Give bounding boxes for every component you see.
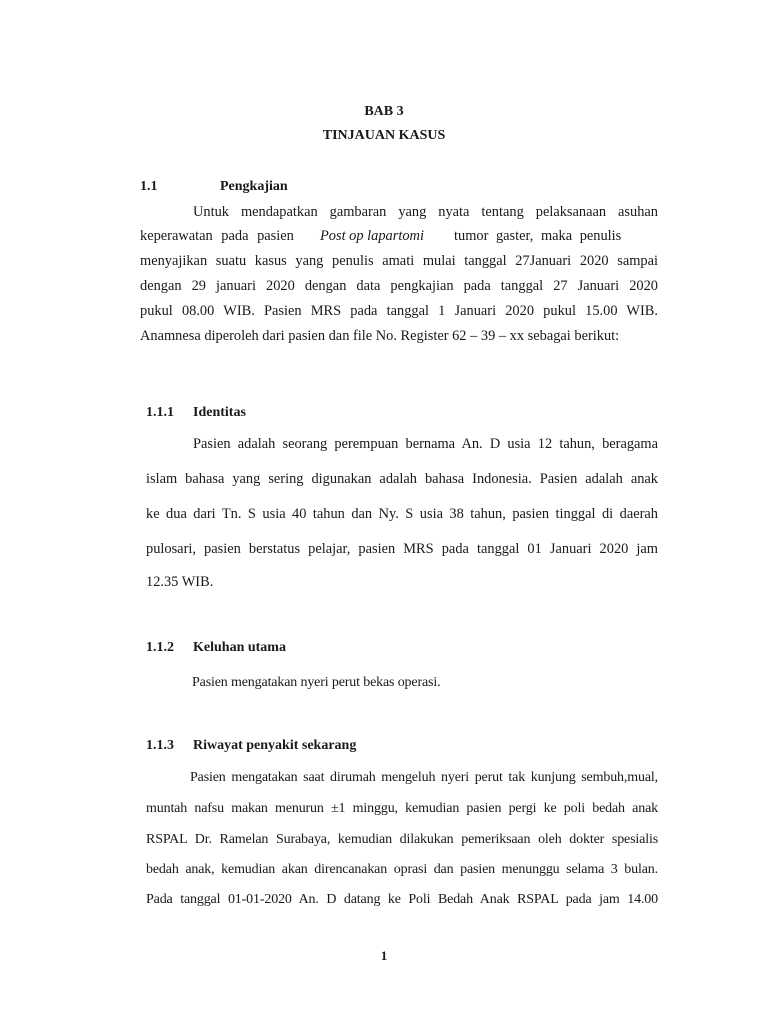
paragraph-line: Untuk mendapatkan gambaran yang nyata tentang pelaksanaan asuhan xyxy=(193,204,658,220)
paragraph-line: tumor gaster, maka penulis xyxy=(454,228,622,244)
paragraph-line: Pada tanggal 01-01-2020 An. D datang ke Poli Bedah Anak RSPAL pada jam 14.00 xyxy=(146,892,658,907)
emphasized-term: Post op lapartomi xyxy=(320,228,424,244)
paragraph-line: Anamnesa diperoleh dari pasien dan file No. Register 62 – 39 – xx sebagai berikut: xyxy=(140,328,620,344)
section-title: Identitas xyxy=(193,405,246,420)
section-title: Keluhan utama xyxy=(193,640,286,655)
section-number: 1.1 xyxy=(140,179,158,194)
chapter-number: BAB 3 xyxy=(364,104,404,119)
paragraph-line: muntah nafsu makan menurun ±1 minggu, kemudian pasien pergi ke poli bedah anak xyxy=(146,801,658,816)
paragraph-line: islam bahasa yang sering digunakan adalah bahasa Indonesia. Pasien adalah anak xyxy=(146,471,658,487)
section-title: Pengkajian xyxy=(220,179,288,194)
paragraph-line: Pasien mengatakan nyeri perut bekas operasi. xyxy=(192,675,441,690)
paragraph-line: menyajikan suatu kasus yang penulis amati mulai tanggal 27Januari 2020 sampai xyxy=(140,253,658,269)
paragraph-line: bedah anak, kemudian akan direncanakan oprasi dan pasien menunggu selama 3 bulan. xyxy=(146,862,658,877)
chapter-title: TINJAUAN KASUS xyxy=(322,128,446,143)
section-number: 1.1.1 xyxy=(146,405,174,420)
paragraph-line: Pasien mengatakan saat dirumah mengeluh nyeri perut tak kunjung sembuh,mual, xyxy=(190,770,658,785)
paragraph-line: Pasien adalah seorang perempuan bernama An. D usia 12 tahun, beragama xyxy=(193,436,658,452)
section-title: Riwayat penyakit sekarang xyxy=(193,738,357,753)
section-number: 1.1.3 xyxy=(146,738,174,753)
page-number: 1 xyxy=(380,948,388,963)
paragraph-line: 12.35 WIB. xyxy=(146,574,214,590)
paragraph-line: pulosari, pasien berstatus pelajar, pasien MRS pada tanggal 01 Januari 2020 jam xyxy=(146,541,658,557)
paragraph-line: dengan 29 januari 2020 dengan data pengkajian pada tanggal 27 Januari 2020 xyxy=(140,278,658,294)
paragraph-line: pukul 08.00 WIB. Pasien MRS pada tanggal 1 Januari 2020 pukul 15.00 WIB. xyxy=(140,303,658,319)
paragraph-line: ke dua dari Tn. S usia 40 tahun dan Ny. S usia 38 tahun, pasien tinggal di daerah xyxy=(146,506,658,522)
paragraph-line: keperawatan pada pasien xyxy=(140,228,294,244)
section-number: 1.1.2 xyxy=(146,640,174,655)
paragraph-line: RSPAL Dr. Ramelan Surabaya, kemudian dilakukan pemeriksaan oleh dokter spesialis xyxy=(146,832,658,847)
